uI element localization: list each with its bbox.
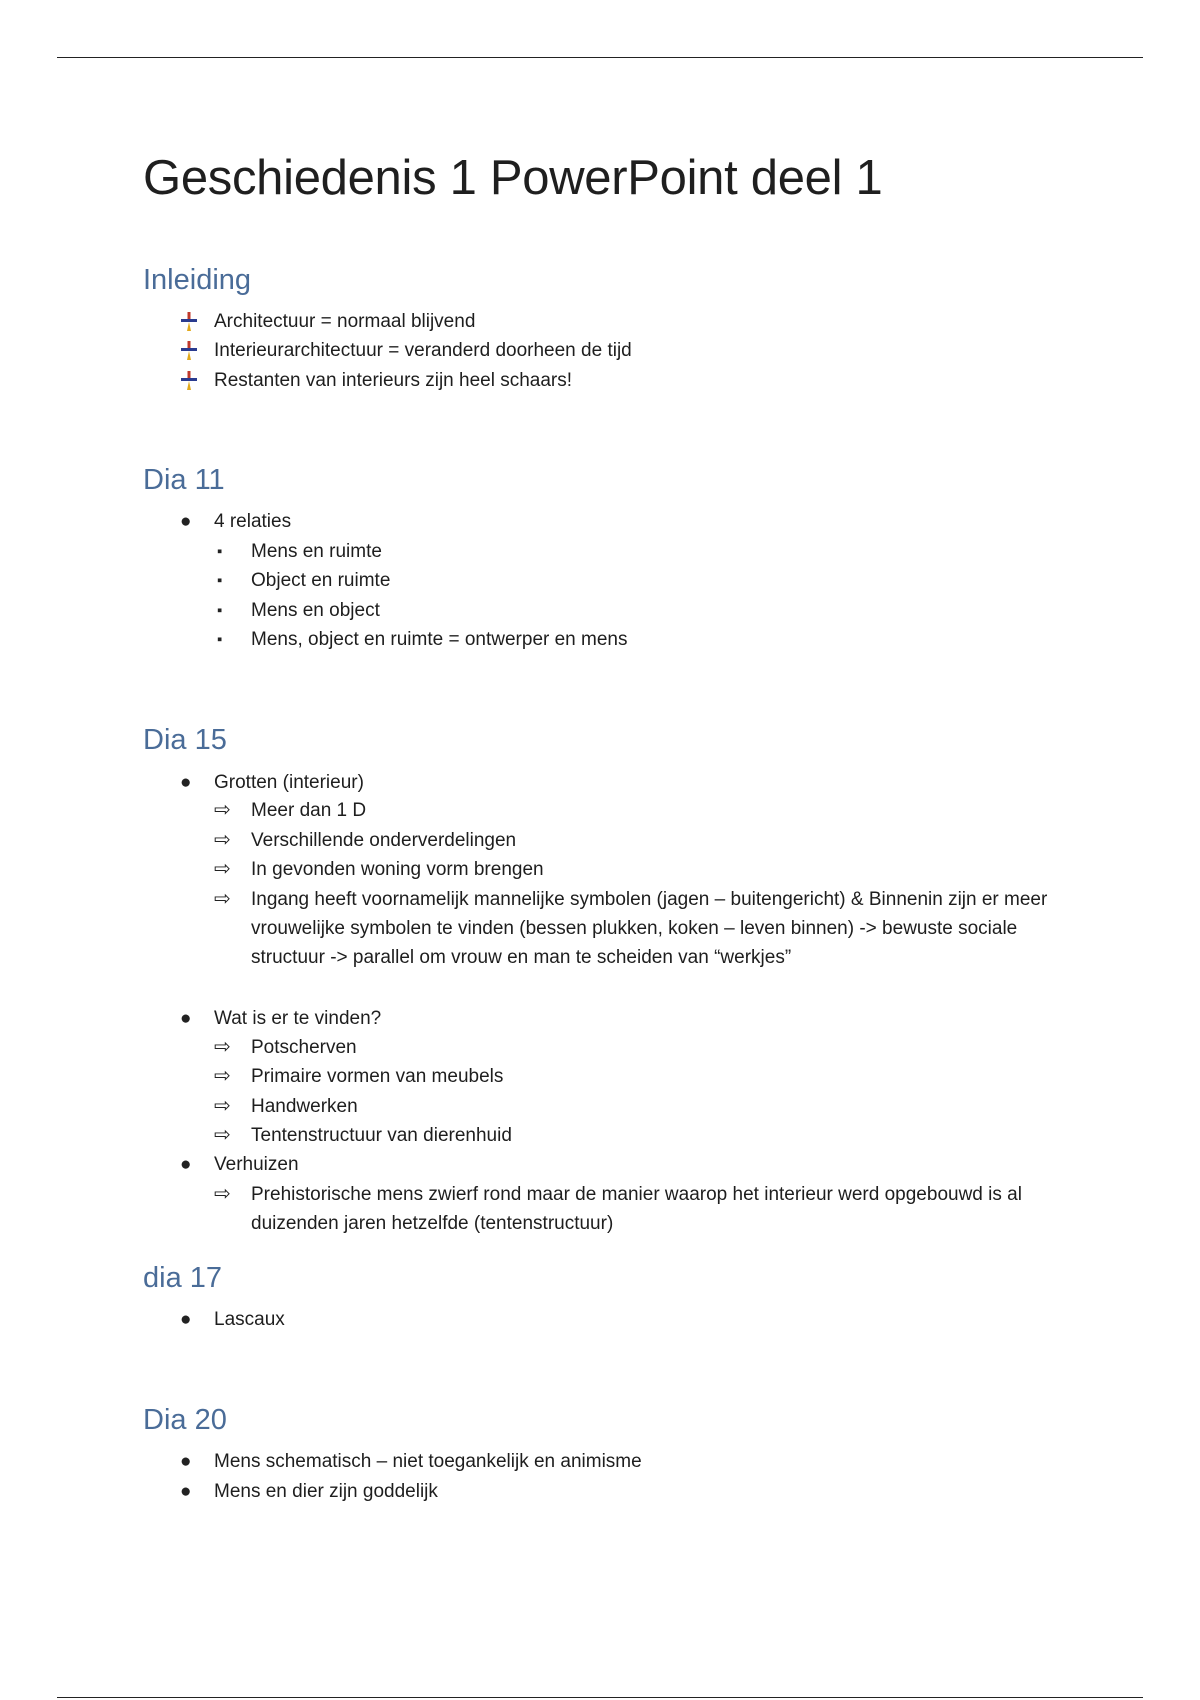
bullet-icon: ● [180,1309,192,1330]
bullet-icon: ● [180,1154,192,1175]
pushpin-icon [178,366,200,395]
header-rule [57,57,1143,58]
list-item: Mens en dier zijn goddelijk [214,1481,438,1502]
bullet-icon: ● [180,511,192,532]
list-subitem: Primaire vormen van meubels [251,1066,504,1087]
list-subitem: Potscherven [251,1037,357,1058]
list-item: Wat is er te vinden? [214,1008,382,1029]
document-title: Geschiedenis 1 PowerPoint deel 1 [143,151,883,205]
bullet-icon: ▪ [217,631,223,648]
list-subitem: Object en ruimte [251,570,391,591]
list-item: Verhuizen [214,1154,299,1175]
list-subitem: Handwerken [251,1096,358,1117]
list-item: Mens schematisch – niet toegankelijk en animisme [214,1451,642,1472]
heading-dia-15: Dia 15 [143,724,227,756]
list-subitem: In gevonden woning vorm brengen [251,859,544,880]
list-item: Grotten (interieur) [214,772,364,793]
list-subitem: Mens en ruimte [251,541,382,562]
arrow-right-icon: ⇨ [214,799,231,821]
bullet-icon: ● [180,772,192,793]
list-subitem: Tentenstructuur van dierenhuid [251,1125,512,1146]
footer-rule [57,1697,1143,1698]
bullet-icon: ● [180,1451,192,1472]
arrow-right-icon: ⇨ [214,1036,231,1058]
arrow-right-icon: ⇨ [214,1095,231,1117]
list-subitem: Meer dan 1 D [251,800,367,821]
list-subitem: Verschillende onderverdelingen [251,830,517,851]
list-item: Interieurarchitectuur = veranderd doorheen de tijd [214,340,632,361]
pushpin-icon [178,336,200,365]
list-subitem: Mens en object [251,600,380,621]
arrow-right-icon: ⇨ [214,1065,231,1087]
list-item: 4 relaties [214,511,292,532]
bullet-icon: ● [180,1008,192,1029]
pushpin-icon [178,307,200,336]
list-subitem: Mens, object en ruimte = ontwerper en mens [251,629,628,650]
arrow-right-icon: ⇨ [214,829,231,851]
list-item: Restanten van interieurs zijn heel schaars! [214,370,573,391]
list-item: Architectuur = normaal blijvend [214,311,476,332]
heading-dia-20: Dia 20 [143,1404,227,1436]
bullet-icon: ▪ [217,572,223,589]
arrow-right-icon: ⇨ [214,1183,231,1205]
heading-inleiding: Inleiding [143,264,252,296]
arrow-right-icon: ⇨ [214,1124,231,1146]
bullet-icon: ● [180,1481,192,1502]
list-subitem: Prehistorische mens zwierf rond maar de manier waarop het interieur werd opgebouwd is al duizenden jaren hetzelfde (tentenstructuur) [251,1184,1022,1234]
list-item: Lascaux [214,1309,285,1330]
arrow-right-icon: ⇨ [214,858,231,880]
list-subitem: Ingang heeft voornamelijk mannelijke symbolen (jagen – buitengericht) & Binnenin zijn er meer vrouwelijke symbolen te vinden (bessen plukken, koken – leven binnen) -> bewuste sociale structuur -> parallel om vrouw en man te scheiden van “werkjes” [251,889,1048,968]
bullet-icon: ▪ [217,543,223,560]
arrow-right-icon: ⇨ [214,888,231,910]
heading-dia-17: dia 17 [143,1262,223,1294]
bullet-icon: ▪ [217,602,223,619]
heading-dia-11: Dia 11 [143,464,225,496]
